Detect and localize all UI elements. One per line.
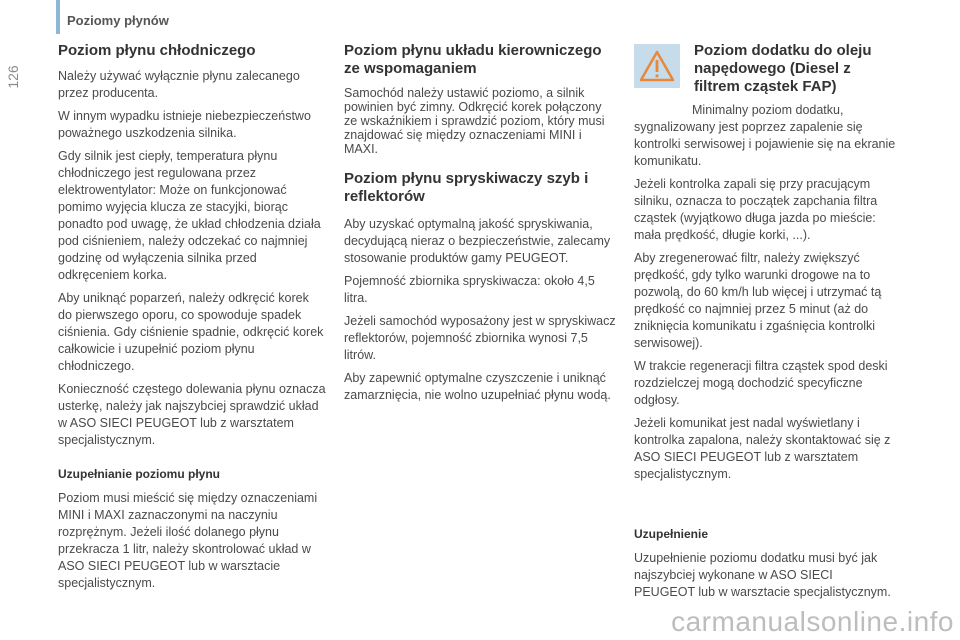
coolant-refill-subheading: Uzupełnianie poziomu płynu (58, 467, 220, 481)
coolant-title: Poziom płynu chłodniczego (58, 42, 256, 59)
warning-triangle-icon (634, 44, 680, 88)
washer-paragraph: Aby zapewnić optymalne czyszczenie i uniknąć zamarznięcia, nie wolno uzupełniać płynu wodą. (344, 371, 611, 402)
coolant-paragraph: Konieczność częstego dolewania płynu oznacza usterkę, należy jak najszybciej sprawdzić układ w ASO SIECI PEUGEOT lub z warsztatem specjalistycznym. (58, 382, 326, 447)
additive-refill-paragraph: Uzupełnienie poziomu dodatku musi być jak najszybciej wykonane w ASO SIECI PEUGEOT lub w warsztacie specjalistycznym. (634, 551, 891, 599)
coolant-paragraph: Należy używać wyłącznie płynu zalecanego przez producenta. (58, 69, 300, 100)
additive-paragraph: Jeżeli komunikat jest nadal wyświetlany i kontrolka zapalona, należy skontaktować się z ASO SIECI PEUGEOT lub z warsztatem specjalistycznym. (634, 416, 891, 481)
coolant-refill-paragraph: Poziom musi mieścić się między oznaczeniami MINI i MAXI zaznaczonymi na naczyniu rozprężnym. Jeżeli ilość dolanego płynu przekracza 1 litr, należy skontrolować układ w ASO SIECI PEUGEOT lub w warsztacie specjalistycznym. (58, 491, 318, 590)
steering-fluid-paragraph: Samochód należy ustawić poziomo, a silnik powinien być zimny. Odkręcić korek połączony ze wskaźnikiem i sprawdzić poziom, który musi znajdować się między oznaczeniami MINI i MAXI. (344, 86, 605, 156)
additive-paragraph: W trakcie regeneracji filtra cząstek spod deski rozdzielczej mogą dochodzić specyficzne odgłosy. (634, 359, 888, 407)
page-number: 126 (5, 65, 21, 89)
column-diesel-additive (634, 42, 896, 607)
additive-header (634, 42, 896, 96)
additive-paragraph: Jeżeli kontrolka zapali się przy pracującym silniku, oznacza to początek zapchania filtra cząstek (wyjątkowo długa jazda po mieście: mała prędkość, długie korki, ...). (634, 177, 878, 242)
column-coolant (58, 42, 326, 598)
additive-title: Poziom dodatku do oleju napędowego (Diesel z filtrem cząstek FAP) (694, 42, 872, 95)
coolant-paragraph: W innym wypadku istnieje niebezpieczeństwo poważnego uszkodzenia silnika. (58, 109, 311, 140)
steering-fluid-title: Poziom płynu układu kierowniczego ze wspomaganiem (344, 42, 602, 77)
additive-paragraph: Minimalny poziom dodatku, sygnalizowany jest poprzez zapalenie się kontrolki serwisowej i pojawienie się na ekranie komunikatu. (634, 103, 896, 168)
watermark: carmanualsonline.info (671, 606, 954, 637)
coolant-paragraph: Gdy silnik jest ciepły, temperatura płynu chłodniczego jest regulowana przez elektrowentylator: Może on funkcjonować pomimo wyjęcia klucza ze stacyjki, biorąc ponadto pod uwagę, że układ chłodzenia działa pod ciśnieniem, należy odczekać co najmniej godzinę od wyłączenia silnika przed odkręceniem korka. (58, 149, 321, 282)
additive-refill-subheading: Uzupełnienie (634, 527, 709, 541)
washer-paragraph: Aby uzyskać optymalną jakość spryskiwania, decydującą nieraz o bezpieczeństwie, zalecamy stosowanie produktów gamy PEUGEOT. (344, 217, 611, 265)
coolant-paragraph: Aby uniknąć poparzeń, należy odkręcić korek do pierwszego oporu, co spowoduje spadek ciśnienia. Gdy ciśnienie spadnie, odkręcić korek całkowicie i uzupełnić poziom płynu chłodniczego. (58, 291, 324, 373)
washer-paragraph: Pojemność zbiornika spryskiwacza: około 4,5 litra. (344, 274, 595, 305)
column-steering-washer (344, 42, 616, 410)
washer-paragraph: Jeżeli samochód wyposażony jest w spryskiwacz reflektorów, pojemność zbiornika wynosi 7,5 litrów. (344, 314, 616, 362)
page-header-title: Poziomy płynów (67, 13, 169, 28)
header-accent-bar (56, 0, 60, 34)
additive-paragraph: Aby zregenerować filtr, należy zwiększyć prędkość, gdy tylko warunki drogowe na to pozwolą, do 60 km/h lub więcej i utrzymać tą prędkość co najmniej przez 5 minut (aż do zniknięcia komunikatu i zgaśnięcia kontrolki serwisowej). (634, 251, 882, 350)
washer-fluid-title: Poziom płynu spryskiwaczy szyb i reflektorów (344, 170, 589, 205)
